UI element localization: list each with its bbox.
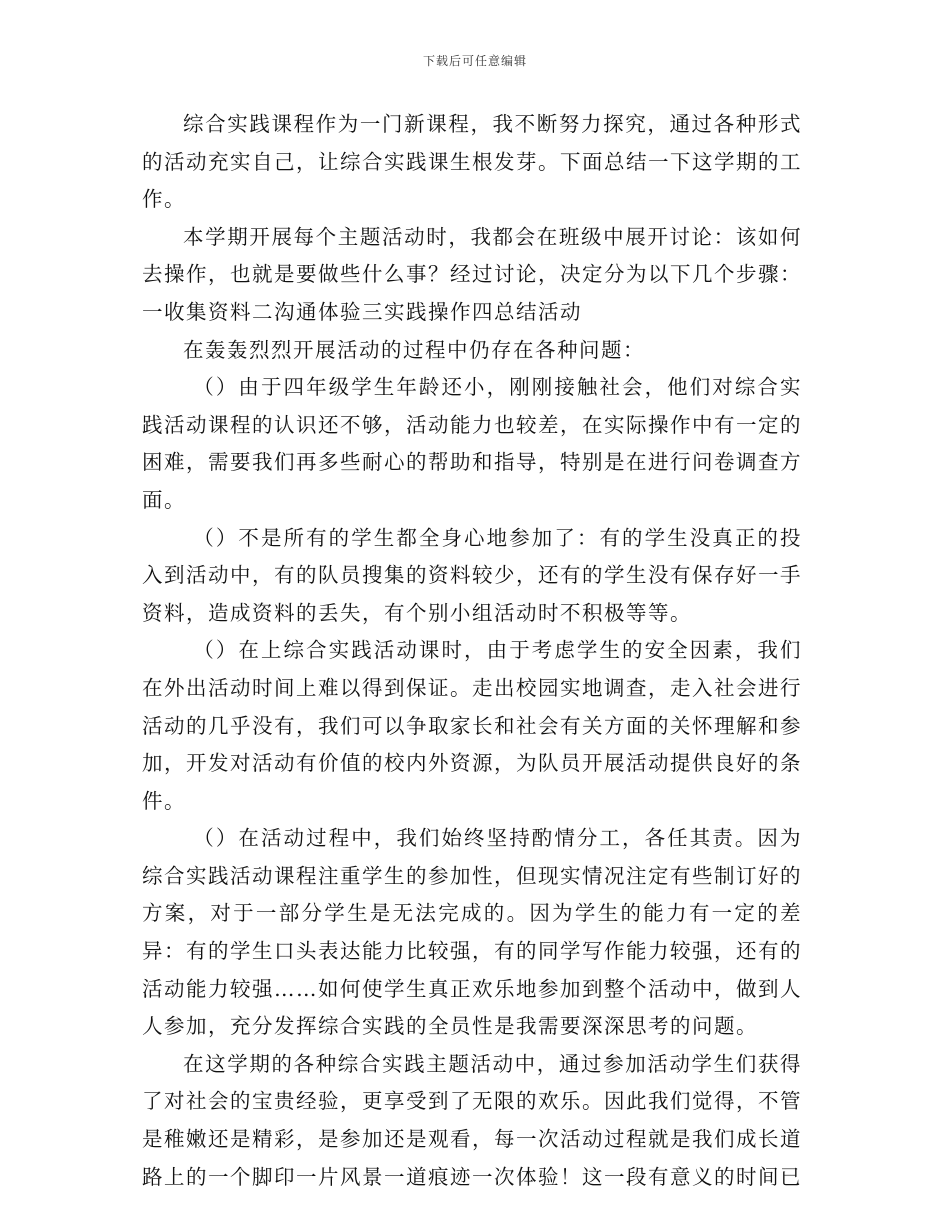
paragraph-steps: 一收集资料二沟通体验三实践操作四总结活动 [142,299,582,324]
problem-item-1: （）由于四年级学生年龄还小，刚刚接触社会，他们对综合实践活动课程的认识还不够，活动能力也较差，在实际操作中有一定的困难，需要我们再多些耐心的帮助和指导，特别是在进行问卷调查方面。 [142,375,802,512]
paragraph-problems-heading: 在轰轰烈烈开展活动的过程中仍存在各种问题： [183,337,645,362]
document-body [142,106,802,1196]
problem-item-3: （）在上综合实践活动课时，由于考虑学生的安全因素，我们在外出活动时间上难以得到保证。走出校园实地调查，走入社会进行活动的几乎没有，我们可以争取家长和社会有关方面的关怀理解和参加，开发对活动有价值的校内外资源，为队员开展活动提供良好的条件。 [142,638,802,813]
problem-item-2: （）不是所有的学生都全身心地参加了：有的学生没真正的投入到活动中，有的队员搜集的资料较少，还有的学生没有保存好一手资料，造成资料的丢失，有个别小组活动时不积极等等。 [142,525,802,625]
page-header: 下载后可任意编辑 [422,54,527,68]
paragraph-conclusion: 在这学期的各种综合实践主题活动中，通过参加活动学生们获得了对社会的宝贵经验，更享受到了无限的欢乐。因此我们觉得，不管是稚嫩还是精彩，是参加还是观看，每一次活动过程就是我们成长道路上的一个脚印一片风景一道痕迹一次体验！这一段有意义的时间已 [142,1051,802,1189]
paragraph-discussion: 本学期开展每个主题活动时，我都会在班级中展开讨论：该如何去操作，也就是要做些什么事？经过讨论，决定分为以下几个步骤： [142,224,802,287]
paragraph-intro: 综合实践课程作为一门新课程，我不断努力探究，通过各种形式的活动充实自己，让综合实践课生根发芽。下面总结一下这学期的工作。 [142,112,802,212]
problem-item-4: （）在活动过程中，我们始终坚持酌情分工，各任其责。因为综合实践活动课程注重学生的参加性，但现实情况注定有些制订好的方案，对于一部分学生是无法完成的。因为学生的能力有一定的差异：有的学生口头表达能力比较强，有的同学写作能力较强，还有的活动能力较强……如何使学生真正欢乐地参加到整个活动中，做到人人参加，充分发挥综合实践的全员性是我需要深深思考的问题。 [142,826,802,1039]
